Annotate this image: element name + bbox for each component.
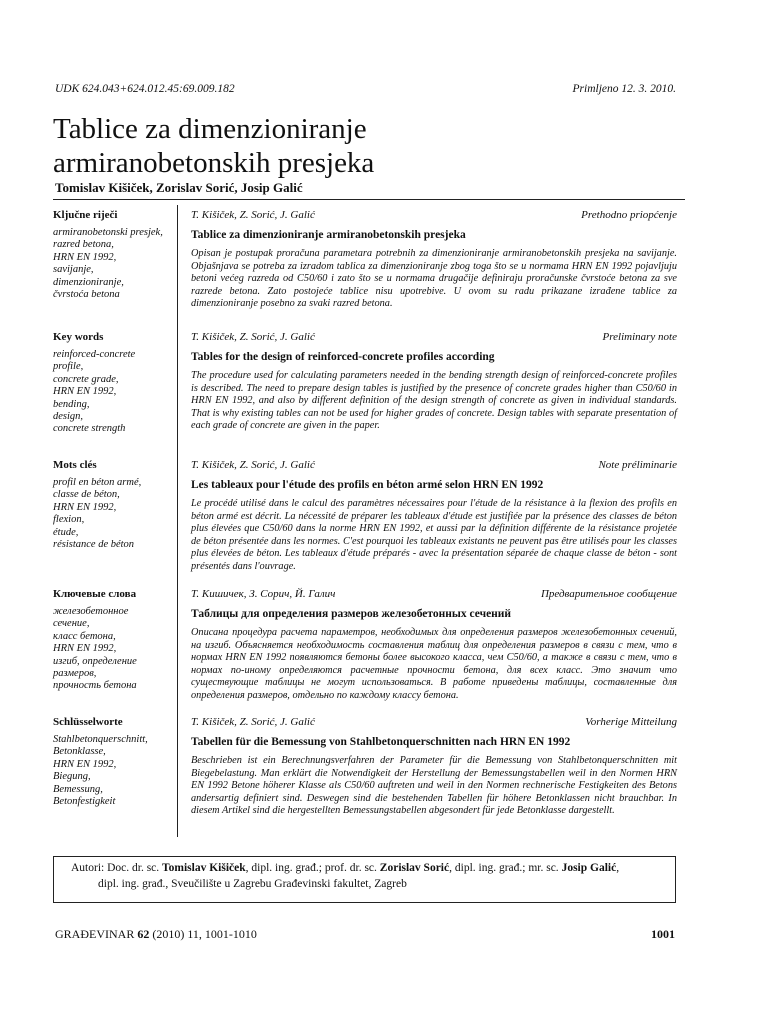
page-number: 1001 <box>651 927 675 941</box>
keyword: profil en béton armé, <box>53 477 142 488</box>
author-name: Josip Galić <box>561 862 617 874</box>
keywords-list <box>53 477 175 551</box>
paper-type: Предварительное сообщение <box>540 588 677 600</box>
keyword: HRN EN 1992, <box>53 643 117 655</box>
abstract-title: Tabellen für die Bemessung von Stahlbetonquerschnitten nach HRN EN 1992 <box>191 736 571 748</box>
journal-citation <box>55 927 257 942</box>
journal-name: GRAĐEVINAR <box>55 927 138 941</box>
keyword: flexion, <box>53 514 85 526</box>
affiliation-text: , dipl. ing. građ.; prof. dr. sc. <box>245 862 380 874</box>
keyword: concrete grade, <box>53 373 119 385</box>
keywords-list <box>53 734 175 808</box>
keyword: Betonfestigkeit <box>53 796 116 808</box>
keyword: classe de béton, <box>53 489 120 501</box>
abstract-text: Beschrieben ist ein Berechnungsverfahren der Parameter für die Bemessung von Stahlbetonquerschnitten mit Biegebelastung. Man erklärt die Notwendigkeit der Herstellung der Bemessungstabellen weil in den Normen HRN EN 1992 Betone höherer Klasse als C50/60 auftreten und weil in den Normen rechnerische Festigkeiten des Betons andersartig definiert sind. Deswegen sind die bestehenden Tabellen für höhere Betonklassen nicht brauchbar. In diesem Artikel sind die hergestellten Bemessungstabellen abgesondert für jede Betonklasse dargestellt. <box>191 755 677 817</box>
keywords-block <box>53 208 175 301</box>
keyword: savijanje, <box>53 264 94 276</box>
abstract-authors: T. Kišiček, Z. Sorić, J. Galić <box>191 716 315 728</box>
affiliation-text: , dipl. ing. građ.; mr. sc. <box>449 862 562 874</box>
paper-type: Note préliminarie <box>598 459 677 471</box>
abstract-title: Tables for the design of reinforced-concrete profiles according <box>191 351 495 363</box>
keyword: прочность бетона <box>53 680 137 692</box>
affiliation-line-2: dipl. ing. građ., Sveučilište u Zagrebu Građevinski fakultet, Zagreb <box>98 878 407 890</box>
abstract-block <box>191 208 677 311</box>
abstract-authors: Т. Кишичек, З. Сорич, Й. Галич <box>191 588 336 600</box>
keyword: profile, <box>53 361 84 373</box>
keywords-list <box>53 606 175 693</box>
keywords-block <box>53 330 175 436</box>
journal-volume: 62 <box>137 927 150 941</box>
paper-title-line-2: armiranobetonskih presjeka <box>53 147 375 179</box>
paper-type: Preliminary note <box>602 331 677 343</box>
abstract-meta <box>191 458 677 472</box>
header-rule <box>53 199 685 200</box>
affiliation-line-1 <box>54 860 675 876</box>
keyword: размеров, <box>53 668 97 680</box>
abstract-title: Les tableaux pour l'étude des profils en béton armé selon HRN EN 1992 <box>191 479 544 491</box>
keyword: HRN EN 1992, <box>53 386 117 398</box>
abstract-text: The procedure used for calculating parameters needed in the bending strength design of reinforced-concrete profiles is described. The need to prepare design tables is justified by the presence of concrete grades higher than C50/60 in HRN EN 1992, and also by different definition of the design strength of concrete as given in individual standards. That is why existing tables can not be used for higher grades of concrete. Design tables with separate presentation of each grade of concrete are given in the paper. <box>191 370 677 432</box>
keyword: Bemessung, <box>53 783 103 795</box>
paper-title-line-1: Tablice za dimenzioniranje <box>53 113 367 145</box>
keyword: reinforced-concrete <box>53 349 136 360</box>
abstract-meta <box>191 587 677 601</box>
abstract-text: Описана процедура расчета параметров, необходимых для определения размеров железобетонных сечений, на изгиб. Объясняется необходимость составления таблиц для определения размеров в связи с тем, что в нормах HRN EN 1992 появляются бетоны более высокого класса, чем C50/60, а также в связи с тем, что в нормах по-иному определяются расчетные прочности бетона, для всех класс. Это значит что существующие таблицы не могут использоваться. В работе приведены таблицы, составленные для определения размеров, отдельно по каждому классу бетона. <box>191 627 677 701</box>
abstract-title: Tablice za dimenzioniranje armiranobetonskih presjeka <box>191 229 466 241</box>
abstract-authors: T. Kišiček, Z. Sorić, J. Galić <box>191 209 315 221</box>
affiliation-text: , <box>616 862 620 874</box>
author-name: Zorislav Sorić <box>379 862 450 874</box>
paper-authors: Tomislav Kišiček, Zorislav Sorić, Josip Galić <box>55 180 303 195</box>
keyword: Biegung, <box>53 771 91 783</box>
keyword: résistance de béton <box>53 539 135 551</box>
keywords-heading: Mots clés <box>53 459 97 471</box>
keywords-block <box>53 458 175 551</box>
keywords-heading: Ключевые слова <box>53 588 137 600</box>
abstract-block <box>191 330 677 433</box>
udk-code: UDK 624.043+624.012.45:69.009.182 <box>55 83 235 95</box>
paper-type: Vorherige Mitteilung <box>585 716 677 728</box>
keyword: HRN EN 1992, <box>53 251 117 263</box>
keywords-heading: Ključne riječi <box>53 209 118 221</box>
keywords-heading: Key words <box>53 331 104 343</box>
abstract-block <box>191 458 677 574</box>
paper-type: Prethodno priopćenje <box>581 209 677 221</box>
author-name: Tomislav Kišiček <box>162 862 246 874</box>
abstract-meta <box>191 208 677 222</box>
keywords-block <box>53 587 175 693</box>
keyword: HRN EN 1992, <box>53 758 117 770</box>
keyword: étude, <box>53 526 79 538</box>
keyword: Betonklasse, <box>53 746 106 758</box>
abstract-authors: T. Kišiček, Z. Sorić, J. Galić <box>191 459 315 471</box>
affiliation-prefix: Autori: Doc. dr. sc. <box>71 862 163 874</box>
paper-title <box>53 112 693 180</box>
abstract-block <box>191 587 677 703</box>
abstract-authors: T. Kišiček, Z. Sorić, J. Galić <box>191 331 315 343</box>
keyword: čvrstoća betona <box>53 289 120 301</box>
keyword: Stahlbetonquerschnitt, <box>53 734 148 745</box>
keyword: HRN EN 1992, <box>53 501 117 513</box>
keyword: класс бетона, <box>53 630 116 642</box>
author-affiliation-box <box>53 856 676 903</box>
keyword: сечение, <box>53 618 90 630</box>
keywords-heading: Schlüsselworte <box>53 716 123 728</box>
keyword: изгиб, определение <box>53 655 137 667</box>
keyword: razred betona, <box>53 239 114 251</box>
keyword: bending, <box>53 398 90 410</box>
abstract-text: Opisan je postupak proračuna parametara potrebnih za dimenzioniranje armiranobetonskih presjeka na savijanje. Objašnjava se potreba za izradom tablica za dimenzioniranje zbog toga što se u normama HRN EN 1992 pojavljuju betoni većeg razreda od C50/60 i zato što se u normama drugačije definiraju proračunske čvrstoće betona za sve razrede betona. Zato postojeće tablice nisu upotrebive. U ovom su radu prikazane izrađene tablice za dimenzioniranje posebno za svaki razred betona. <box>191 248 677 310</box>
keywords-block <box>53 715 175 808</box>
column-divider <box>177 205 178 837</box>
keyword: железобетонное <box>53 606 129 617</box>
abstract-meta <box>191 330 677 344</box>
abstract-block <box>191 715 677 818</box>
keywords-list <box>53 227 175 301</box>
keyword: armiranobetonski presjek, <box>53 227 163 238</box>
keyword: dimenzioniranje, <box>53 276 124 288</box>
abstract-text: Le procédé utilisé dans le calcul des paramètres nécessaires pour l'étude de la résistance à la flexion des profils en béton armé est décrit. La nécessité de préparer les tableaux d'étude est justifiée par la présence des classes de béton plus élevées que C50/60 dans la norme HRN EN 1992, et aussi par la définition différente de la résistance projetée de béton présentée dans les normes. C'est pourquoi les tableaux existants ne peuvent pas être utilisés pour les classes plus élevées de béton. Les tableaux d'étude préparés - avec la présentation séparée de chaque classe de béton - sont présentés dans l'ouvrage. <box>191 498 677 572</box>
abstract-meta <box>191 715 677 729</box>
abstract-title: Таблицы для определения размеров железобетонных сечений <box>191 608 512 620</box>
keyword: design, <box>53 411 84 423</box>
keyword: concrete strength <box>53 423 126 435</box>
journal-issue: (2010) 11, 1001-1010 <box>149 927 257 941</box>
received-date: Primljeno 12. 3. 2010. <box>572 83 676 95</box>
keywords-list <box>53 349 175 436</box>
